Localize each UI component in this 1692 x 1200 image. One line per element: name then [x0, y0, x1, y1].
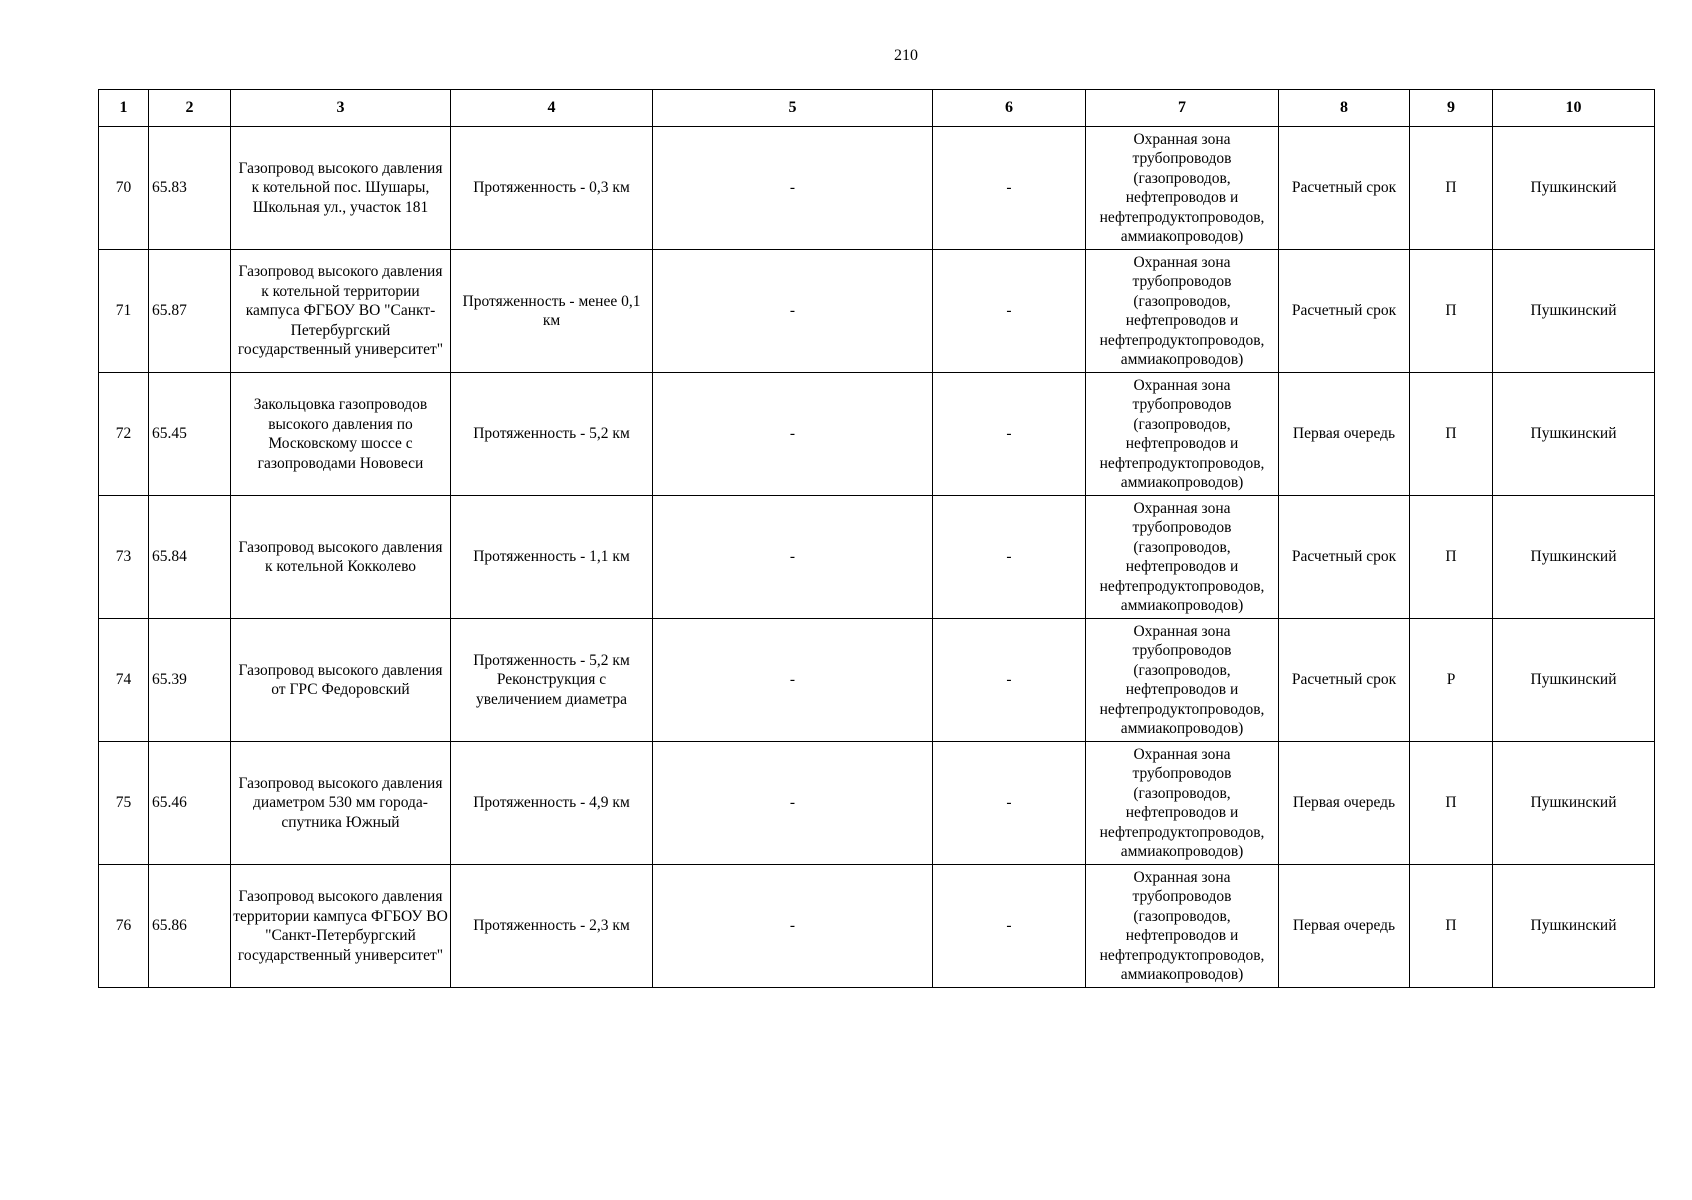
protection-zone: Охранная зона трубопроводов (газопроводов, нефтепроводов и нефтепродуктопроводов, аммиакопроводов) — [1086, 865, 1279, 988]
table-row — [99, 742, 1655, 865]
table-row — [99, 496, 1655, 619]
district: Пушкинский — [1493, 250, 1655, 373]
implementation-stage: Первая очередь — [1279, 742, 1410, 865]
row-number: 70 — [99, 127, 149, 250]
object-name: Газопровод высокого давления к котельной территории кампуса ФГБОУ ВО "Санкт-Петербургский государственный университет" — [231, 250, 451, 373]
status-code: П — [1410, 127, 1493, 250]
district: Пушкинский — [1493, 865, 1655, 988]
implementation-stage: Расчетный срок — [1279, 250, 1410, 373]
column-5-value: - — [653, 865, 933, 988]
object-name: Газопровод высокого давления диаметром 530 мм города-спутника Южный — [231, 742, 451, 865]
column-header: 1 — [99, 90, 149, 127]
table-row — [99, 250, 1655, 373]
row-number: 76 — [99, 865, 149, 988]
table-row — [99, 865, 1655, 988]
status-code: П — [1410, 496, 1493, 619]
object-code: 65.87 — [149, 250, 231, 373]
object-characteristic: Протяженность - 4,9 км — [451, 742, 653, 865]
column-header: 2 — [149, 90, 231, 127]
protection-zone: Охранная зона трубопроводов (газопроводов, нефтепроводов и нефтепродуктопроводов, аммиакопроводов) — [1086, 250, 1279, 373]
column-header: 5 — [653, 90, 933, 127]
page-number: 210 — [894, 47, 918, 64]
row-number: 72 — [99, 373, 149, 496]
column-6-value: - — [933, 496, 1086, 619]
object-name: Газопровод высокого давления территории кампуса ФГБОУ ВО "Санкт-Петербургский государственный университет" — [231, 865, 451, 988]
implementation-stage: Первая очередь — [1279, 373, 1410, 496]
object-code: 65.45 — [149, 373, 231, 496]
district: Пушкинский — [1493, 619, 1655, 742]
status-code: П — [1410, 373, 1493, 496]
row-number: 73 — [99, 496, 149, 619]
object-code: 65.84 — [149, 496, 231, 619]
protection-zone: Охранная зона трубопроводов (газопроводов, нефтепроводов и нефтепродуктопроводов, аммиакопроводов) — [1086, 742, 1279, 865]
column-6-value: - — [933, 250, 1086, 373]
column-6-value: - — [933, 373, 1086, 496]
status-code: Р — [1410, 619, 1493, 742]
object-name: Газопровод высокого давления к котельной Кокколево — [231, 496, 451, 619]
object-characteristic: Протяженность - менее 0,1 км — [451, 250, 653, 373]
column-header: 7 — [1086, 90, 1279, 127]
object-characteristic: Протяженность - 2,3 км — [451, 865, 653, 988]
column-5-value: - — [653, 250, 933, 373]
object-code: 65.39 — [149, 619, 231, 742]
column-6-value: - — [933, 742, 1086, 865]
row-number: 75 — [99, 742, 149, 865]
object-characteristic: Протяженность - 5,2 км Реконструкция с увеличением диаметра — [451, 619, 653, 742]
column-5-value: - — [653, 742, 933, 865]
object-name: Газопровод высокого давления от ГРС Федоровский — [231, 619, 451, 742]
row-number: 74 — [99, 619, 149, 742]
district: Пушкинский — [1493, 127, 1655, 250]
object-code: 65.83 — [149, 127, 231, 250]
column-header: 3 — [231, 90, 451, 127]
table-row — [99, 127, 1655, 250]
protection-zone: Охранная зона трубопроводов (газопроводов, нефтепроводов и нефтепродуктопроводов, аммиакопроводов) — [1086, 496, 1279, 619]
object-characteristic: Протяженность - 0,3 км — [451, 127, 653, 250]
status-code: П — [1410, 865, 1493, 988]
column-header: 10 — [1493, 90, 1655, 127]
implementation-stage: Расчетный срок — [1279, 127, 1410, 250]
column-5-value: - — [653, 127, 933, 250]
object-characteristic: Протяженность - 1,1 км — [451, 496, 653, 619]
table-row — [99, 619, 1655, 742]
column-6-value: - — [933, 619, 1086, 742]
district: Пушкинский — [1493, 373, 1655, 496]
column-header: 9 — [1410, 90, 1493, 127]
object-name: Закольцовка газопроводов высокого давления по Московскому шоссе с газопроводами Нововеси — [231, 373, 451, 496]
protection-zone: Охранная зона трубопроводов (газопроводов, нефтепроводов и нефтепродуктопроводов, аммиакопроводов) — [1086, 619, 1279, 742]
column-header: 6 — [933, 90, 1086, 127]
column-header: 4 — [451, 90, 653, 127]
row-number: 71 — [99, 250, 149, 373]
protection-zone: Охранная зона трубопроводов (газопроводов, нефтепроводов и нефтепродуктопроводов, аммиакопроводов) — [1086, 373, 1279, 496]
implementation-stage: Расчетный срок — [1279, 496, 1410, 619]
status-code: П — [1410, 250, 1493, 373]
object-code: 65.46 — [149, 742, 231, 865]
column-header: 8 — [1279, 90, 1410, 127]
column-6-value: - — [933, 865, 1086, 988]
table-row — [99, 373, 1655, 496]
district: Пушкинский — [1493, 496, 1655, 619]
column-5-value: - — [653, 373, 933, 496]
object-code: 65.86 — [149, 865, 231, 988]
protection-zone: Охранная зона трубопроводов (газопроводов, нефтепроводов и нефтепродуктопроводов, аммиакопроводов) — [1086, 127, 1279, 250]
column-5-value: - — [653, 619, 933, 742]
object-name: Газопровод высокого давления к котельной пос. Шушары, Школьная ул., участок 181 — [231, 127, 451, 250]
district: Пушкинский — [1493, 742, 1655, 865]
status-code: П — [1410, 742, 1493, 865]
header-row — [99, 90, 1655, 127]
column-5-value: - — [653, 496, 933, 619]
data-table — [98, 89, 1655, 988]
implementation-stage: Первая очередь — [1279, 865, 1410, 988]
object-characteristic: Протяженность - 5,2 км — [451, 373, 653, 496]
implementation-stage: Расчетный срок — [1279, 619, 1410, 742]
column-6-value: - — [933, 127, 1086, 250]
